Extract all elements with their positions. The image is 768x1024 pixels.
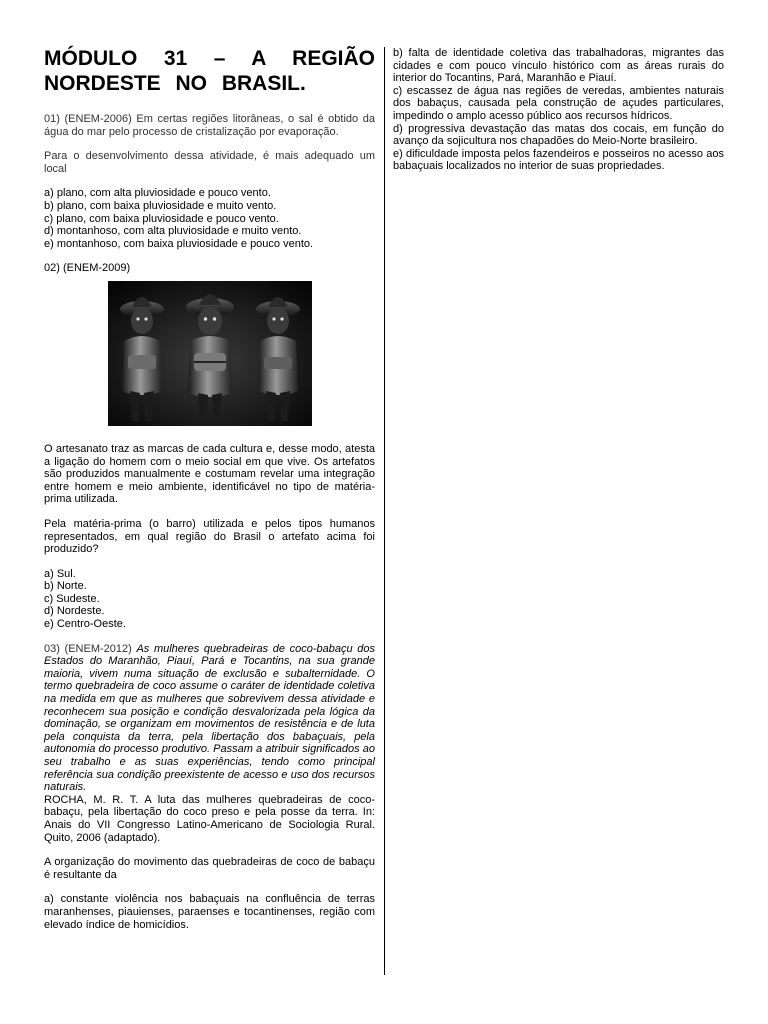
figure-container	[44, 281, 375, 426]
question-1-prompt: Para o desenvolvimento dessa atividade, é mais adequado um local	[44, 150, 375, 175]
right-column	[393, 47, 724, 173]
question-1-label: 01) (ENEM-2006)	[44, 113, 132, 125]
clay-figurines-image	[108, 281, 312, 426]
question-2-options	[44, 568, 375, 631]
question-3-quote-block	[44, 643, 375, 794]
page-title: MÓDULO 31 – A REGIÃO NORDESTE NO BRASIL.	[44, 47, 375, 95]
option-item: d) progressiva devastação das matas dos cocais, em função do avanço da sojicultura nos chapadões do Meio-Norte brasileiro.	[393, 122, 724, 148]
option-item: e) Centro-Oeste.	[44, 618, 126, 631]
column-divider	[384, 47, 385, 975]
option-item: b) plano, com baixa pluviosidade e muito vento.	[44, 199, 277, 212]
question-2-label: 02) (ENEM-2009)	[44, 262, 131, 275]
question-3-prompt: A organização do movimento das quebradeiras de coco de babaçu é resultante da	[44, 856, 375, 881]
question-2-text: O artesanato traz as marcas de cada cultura e, desse modo, atesta a ligação do homem com o meio social em que vive. Os artefatos são produzidos manualmente e costumam revelar uma integração entre homem e meio ambiente, identificável no tipo de matéria-prima utilizada.	[44, 442, 375, 506]
option-item: b) Norte.	[44, 580, 87, 593]
option-item: c) escassez de água nas regiões de veredas, ambientes naturais dos babaçus, causada pela construção de açudes particulares, impedindo o amplo acesso público aos recursos hídricos.	[393, 84, 724, 122]
left-column	[44, 46, 375, 943]
option-item: e) dificuldade imposta pelos fazendeiros e posseiros no acesso aos babaçuais localizados no interior de suas propriedades.	[393, 147, 724, 173]
option-item: a) Sul.	[44, 567, 76, 580]
question-1-options	[44, 187, 375, 250]
option-item: d) Nordeste.	[44, 605, 105, 618]
option-item: c) Sudeste.	[44, 592, 100, 605]
question-1-stem	[44, 113, 375, 138]
question-3-option-a: a) constante violência nos babaçuais na confluência de terras maranhenses, piauienses, paraenses e tocantinenses, região com elevado índice de homicídios.	[44, 893, 375, 931]
option-item: e) montanhoso, com baixa pluviosidade e pouco vento.	[44, 237, 314, 250]
option-item: a) plano, com alta pluviosidade e pouco vento.	[44, 187, 271, 200]
question-3-quote: As mulheres quebradeiras de coco-babaçu dos Estados do Maranhão, Piauí, Pará e Tocantins, na sua grande maioria, vivem numa situação de exclusão e subalternidade. O termo quebradeira de coco assume o caráter de identidade coletiva na medida em que as mulheres que sobrevivem dessa atividade e reconhecem sua posição e condição desvalorizada pela lógica da dominação, se organizam em movimentos de resistência e de luta pela conquista da terra, pela libertação dos babaçuais, pela autonomia do processo produtivo. Passam a atribuir significados ao seu trabalho e as suas experiências, tendo como principal referência sua condição preexistente de acesso e uso dos recursos naturais.	[44, 642, 375, 794]
question-1-text: Em certas regiões litorâneas, o sal é obtido da água do mar pelo processo de cristalização por evaporação.	[44, 113, 375, 138]
option-item: d) montanhoso, com alta pluviosidade e muito vento.	[44, 225, 302, 238]
option-item: b) falta de identidade coletiva das trabalhadoras, migrantes das cidades e com pouco vínculo histórico com as áreas rurais do interior do Tocantins, Pará, Maranhão e Piauí.	[393, 47, 724, 85]
question-2-prompt: Pela matéria-prima (o barro) utilizada e pelos tipos humanos representados, em qual região do Brasil o artefato acima foi produzido?	[44, 517, 375, 556]
question-3-label: 03) (ENEM-2012)	[44, 642, 132, 655]
option-item: c) plano, com baixa pluviosidade e pouco vento.	[44, 212, 279, 225]
question-3-source: ROCHA, M. R. T. A luta das mulheres quebradeiras de coco-babaçu, pela libertação do coco preso e pela posse da terra. In: Anais do VII Congresso Latino-Americano de Sociologia Rural. Quito, 2006 (adaptado).	[44, 793, 375, 844]
